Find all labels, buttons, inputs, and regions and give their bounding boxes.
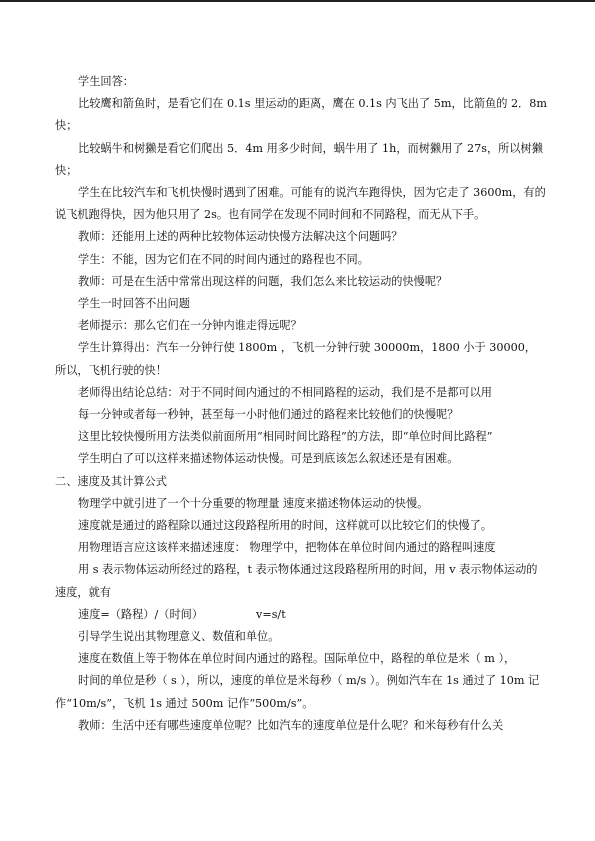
paragraph: 比较鹰和箭鱼时，是看它们在 0.1s 里运动的距离，鹰在 0.1s 内飞出了 5m，比箭鱼的 2．8m 快； — [55, 97, 547, 133]
paragraph: 每一分钟或者每一秒钟，甚至每一小时他们通过的路程来比较他们的快慢呢？ — [78, 408, 459, 422]
paragraph: 学生一时回答不出问题 — [78, 297, 190, 311]
paragraph: 速度就是通过的路程除以通过这段路程所用的时间，这样就可以比较它们的快慢了。 — [78, 519, 492, 533]
formula-symbols: v=s/t — [256, 607, 286, 621]
paragraph: 老师得出结论总结：对于不同时间内通过的不相同路程的运动，我们是不是都可以用 — [78, 385, 492, 399]
paragraph: 老师提示：那么它们在一分钟内谁走得远呢？ — [78, 319, 302, 333]
paragraph: 学生：不能，因为它们在不同的时间内通过的路程也不同。 — [78, 252, 369, 266]
paragraph: 引导学生说出其物理意义、数值和单位。 — [78, 630, 280, 644]
paragraph: 时间的单位是秒（ s ），所以，速度的单位是米每秒（ m/s ）。例如汽车在 1s 通过了 10m 记作“10m/s”，飞机 1s 通过 500m 记作“500m/s”。 — [55, 674, 540, 710]
paragraph: 这里比较快慢所用方法类似前面所用“相同时间比路程”的方法，即“单位时间比路程” — [78, 430, 493, 444]
section-heading: 二、速度及其计算公式 — [55, 474, 167, 488]
paragraph: 学生回答： — [78, 75, 134, 88]
paragraph: 学生在比较汽车和飞机快慢时遇到了困难。可能有的说汽车跑得快，因为它走了 3600m，有的说飞机跑得快，因为他只用了 2s。也有同学在发现不同时间和不同路程，而无从下手。 — [55, 186, 546, 222]
paragraph: 教师：可是在生活中常常出现这样的问题，我们怎么来比较运动的快慢呢？ — [78, 274, 448, 288]
page-top-rule — [0, 0, 595, 2]
paragraph: 物理学中就引进了一个十分重要的物理量 速度来描述物体运动的快慢。 — [78, 496, 429, 510]
paragraph: 用物理语言应这该样来描述速度： 物理学中，把物体在单位时间内通过的路程叫速度 — [78, 541, 496, 555]
paragraph: 教师：还能用上述的两种比较物体运动快慢方法解决这个问题吗？ — [78, 230, 403, 244]
paragraph: 教师：生活中还有哪些速度单位呢？比如汽车的速度单位是什么呢？和米每秒有什么关 — [78, 718, 504, 732]
paragraph: 速度在数值上等于物体在单位时间内通过的路程。国际单位中，路程的单位是米（ m ）， — [78, 652, 516, 666]
document-body — [55, 71, 547, 737]
paragraph: 用 s 表示物体运动所经过的路程，t 表示物体通过这段路程所用的时间，用 v 表示物体运动的速度，就有 — [55, 563, 538, 599]
paragraph: 学生明白了可以这样来描述物体运动快慢。可是到底该怎么叙述还是有困难。 — [78, 452, 459, 466]
speed-formula — [55, 604, 547, 626]
paragraph: 比较蜗牛和树獭是看它们爬出 5．4m 用多少时间，蜗牛用了 1h，而树獭用了 27s，所以树獭快； — [55, 141, 543, 177]
paragraph: 学生计算得出：汽车一分钟行使 1800m ，飞机一分钟行驶 30000m，1800 小于 30000，所以，飞机行驶的快！ — [55, 341, 536, 377]
formula-words: 速度=（路程）/（时间） — [78, 607, 204, 621]
